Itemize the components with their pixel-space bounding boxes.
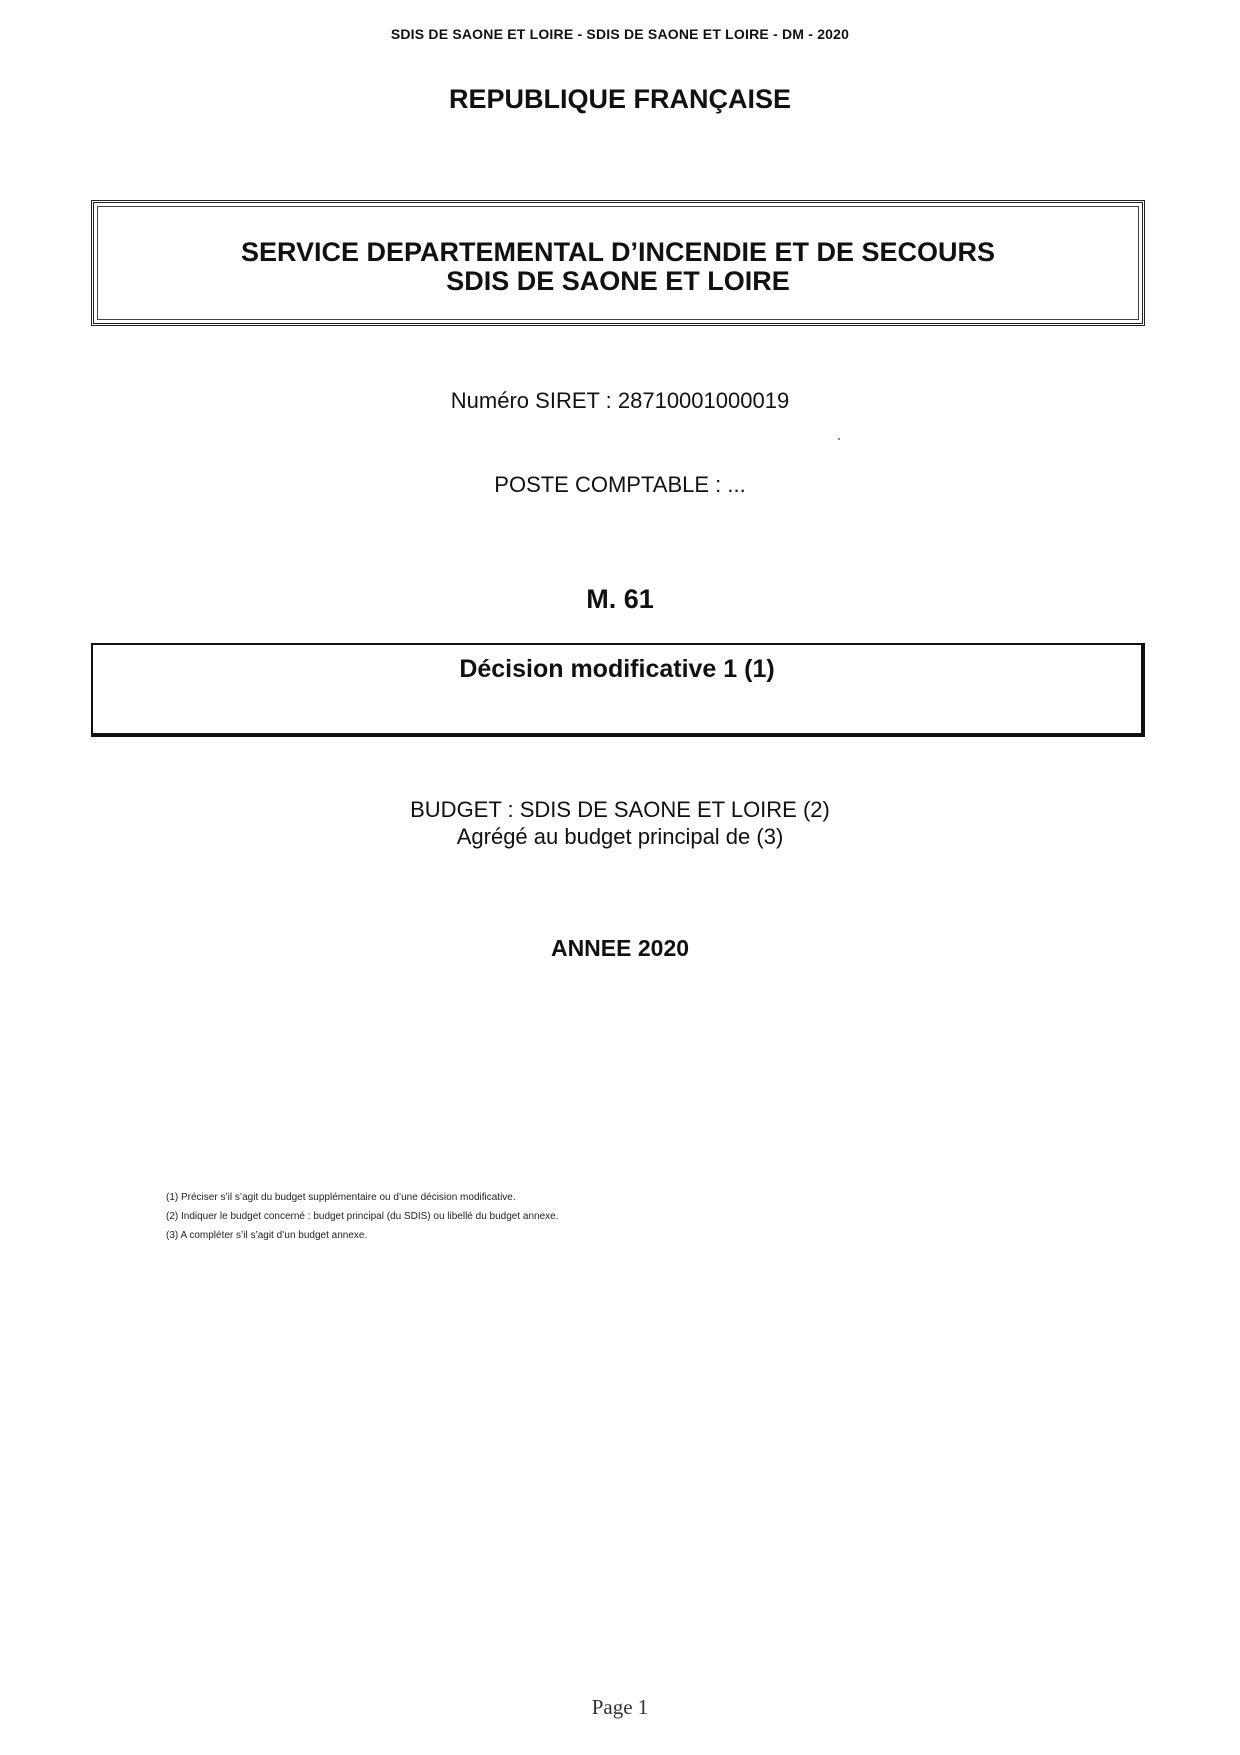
footnote-1: (1) Préciser s’il s’agit du budget supplémentaire ou d’une décision modificative. bbox=[166, 1192, 516, 1203]
year-title: ANNEE 2020 bbox=[550, 935, 690, 961]
footnote-2: (2) Indiquer le budget concerné : budget principal (du SDIS) ou libellé du budget annexe. bbox=[166, 1211, 559, 1222]
decision-box bbox=[91, 643, 1145, 737]
decision-title: Décision modificative 1 (1) bbox=[459, 655, 775, 683]
footnotes bbox=[166, 1188, 558, 1245]
siret-number: Numéro SIRET : 28710001000019 bbox=[450, 388, 790, 413]
aggregated-budget-line: Agrégé au budget principal de (3) bbox=[456, 824, 784, 849]
scan-speck bbox=[838, 438, 840, 440]
service-short-name: SDIS DE SAONE ET LOIRE bbox=[446, 266, 790, 296]
running-header: SDIS DE SAONE ET LOIRE - SDIS DE SAONE ET LOIRE - DM - 2020 bbox=[390, 26, 850, 42]
service-name: SERVICE DEPARTEMENTAL D’INCENDIE ET DE SECOURS bbox=[240, 237, 996, 267]
page-number: Page 1 bbox=[591, 1695, 649, 1719]
republique-title: REPUBLIQUE FRANÇAISE bbox=[448, 84, 792, 114]
nomenclature-label: M. 61 bbox=[586, 584, 654, 614]
service-box bbox=[91, 200, 1145, 326]
footnote-3: (3) A compléter s’il s’agit d’un budget annexe. bbox=[166, 1230, 368, 1241]
budget-line: BUDGET : SDIS DE SAONE ET LOIRE (2) bbox=[410, 797, 830, 822]
poste-comptable: POSTE COMPTABLE : ... bbox=[494, 472, 746, 497]
